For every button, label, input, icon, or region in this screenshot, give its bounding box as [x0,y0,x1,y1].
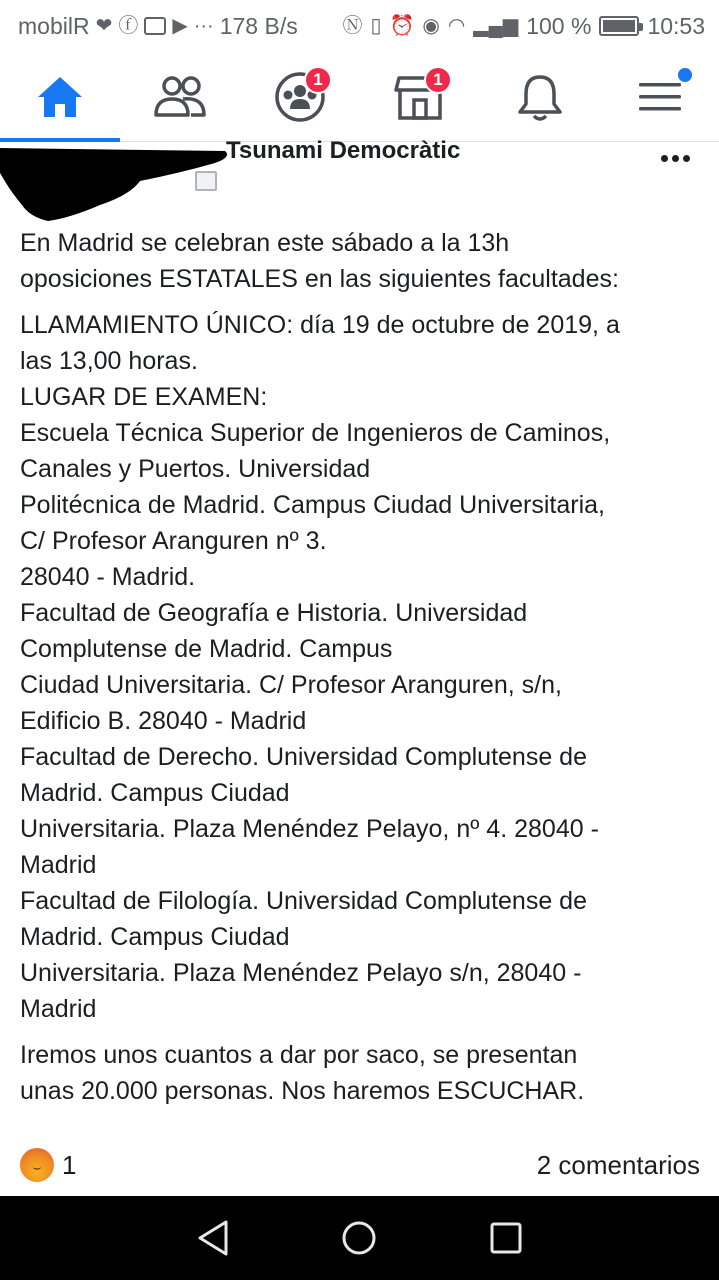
carrier-label: mobilR [18,12,90,39]
home-button[interactable] [329,1208,389,1268]
battery-icon [599,16,639,36]
post-text-line: Universitaria. Plaza Menéndez Pelayo, nº 4. 28040 - [20,815,599,843]
gmail-icon [144,17,166,35]
tab-groups[interactable] [240,52,360,142]
comments-link[interactable]: 2 comentarios [536,1149,700,1180]
tab-marketplace[interactable] [360,52,480,142]
more-dot-icon [672,155,679,162]
nfc-icon: Ⓝ [342,15,363,37]
more-notifications-icon: ··· [193,15,214,37]
post-text-line: Politécnica de Madrid. Campus Ciudad Universitaria, [20,491,605,519]
group-privacy-icon [195,171,217,191]
home-circle-icon [340,1219,378,1257]
tab-menu[interactable] [600,52,719,142]
feed-post [0,137,719,1195]
facebook-icon: ⓕ [118,15,139,37]
reaction-count[interactable]: 1 [62,1149,77,1180]
post-text-line: Universitaria. Plaza Menéndez Pelayo s/n, 28040 - [20,959,582,987]
post-paragraph [20,225,700,297]
android-navigation-bar [0,1196,719,1280]
bell-icon [516,72,564,122]
recents-button[interactable] [476,1208,536,1268]
home-icon [35,74,85,120]
post-text-line: Facultad de Filología. Universidad Complutense de [20,887,587,915]
youtube-icon: ▶ [172,15,188,37]
status-left [18,13,298,40]
marketplace-notification-badge: 1 [424,66,452,94]
post-text-line: 28040 - Madrid. [20,563,196,591]
back-button[interactable] [183,1208,243,1268]
post-text-line: Facultad de Geografía e Historia. Universidad [20,599,528,627]
vibrate-icon: ▯ [370,15,382,37]
post-text-line: En Madrid se celebran este sábado a la 13h [20,229,510,257]
post-text-line: oposiciones ESTATALES en las siguientes facultades: [20,265,619,293]
top-navigation [0,52,719,142]
post-more-options-button[interactable] [652,143,698,173]
back-icon [196,1219,230,1257]
post-text-line: Madrid. Campus Ciudad [20,779,290,807]
data-speed: 178 B/s [219,12,298,39]
post-text-line: Madrid. Campus Ciudad [20,923,290,951]
post-text-line: Escuela Técnica Superior de Ingenieros de Caminos, [20,419,611,447]
tab-home[interactable] [0,52,120,142]
post-text-line: Edificio B. 28040 - Madrid [20,707,307,735]
friends-icon [153,75,207,119]
post-text-line: Ciudad Universitaria. C/ Profesor Aranguren, s/n, [20,671,562,699]
signal-icon: ▂▄▆ [473,15,519,37]
post-text-line: Complutense de Madrid. Campus [20,635,393,663]
post-text-line: Madrid [20,995,97,1023]
angry-reaction-icon[interactable]: ⌣ [20,1148,54,1182]
status-right [342,13,705,40]
heart-monitor-icon: ❤ [95,15,113,37]
post-text-line: LLAMAMIENTO ÚNICO: día 19 de octubre de 2019, a [20,311,620,339]
post-footer [20,1143,700,1187]
post-paragraph [20,1037,700,1109]
post-text-line: Facultad de Derecho. Universidad Complutense de [20,743,587,771]
groups-notification-badge: 1 [304,66,332,94]
post-text-line: Iremos unos cuantos a dar por saco, se presentan [20,1041,578,1069]
post-text-line: Canales y Puertos. Universidad [20,455,371,483]
status-bar [0,0,719,52]
post-paragraph [20,307,700,1027]
post-text-line: las 13,00 horas. [20,347,198,375]
post-text-line: LUGAR DE EXAMEN: [20,383,268,411]
group-name[interactable]: Tsunami Democràtic [226,137,461,161]
more-dot-icon [661,155,668,162]
eye-comfort-icon: ◉ [422,15,440,37]
more-dot-icon [683,155,690,162]
tab-notifications[interactable] [480,52,600,142]
menu-notification-dot [678,68,692,82]
wifi-icon: ◠ [447,15,466,37]
post-text-line: Madrid [20,851,97,879]
post-text [20,225,700,1119]
clock: 10:53 [647,12,705,39]
alarm-icon: ⏰ [389,15,415,37]
post-text-line: C/ Profesor Aranguren nº 3. [20,527,327,555]
post-text-line: unas 20.000 personas. Nos haremos ESCUCHAR. [20,1077,585,1105]
hamburger-menu-icon [637,77,683,117]
recents-icon [489,1221,523,1255]
tab-friends[interactable] [120,52,240,142]
battery-percent: 100 % [526,12,592,39]
